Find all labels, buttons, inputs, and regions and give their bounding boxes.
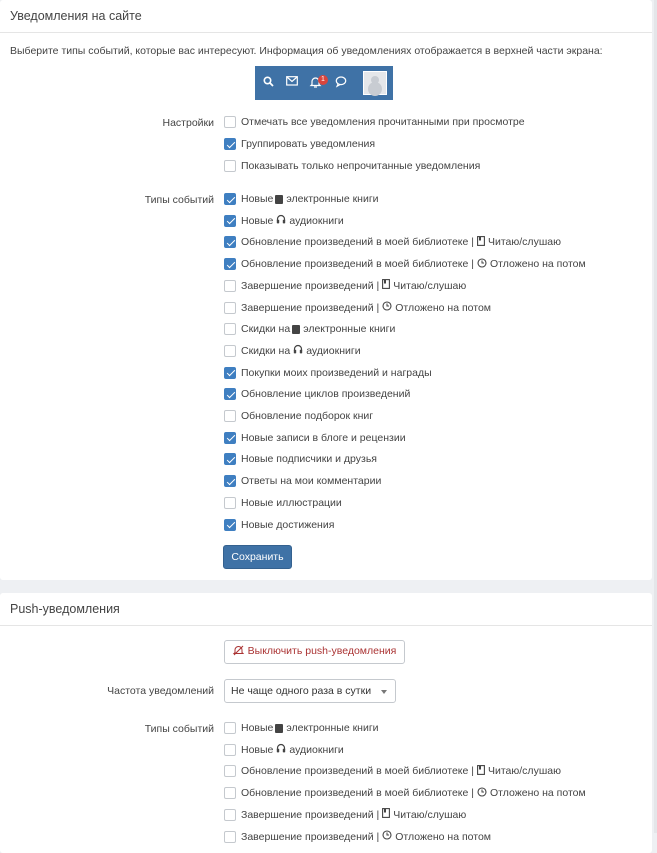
event-type-checkbox-row[interactable] bbox=[224, 279, 466, 293]
push-event-types-label: Типы событий bbox=[144, 723, 214, 735]
bookmark-icon bbox=[382, 279, 390, 292]
event-type-checkbox[interactable] bbox=[224, 345, 236, 357]
event-type-label: Завершение произведений | bbox=[241, 279, 380, 292]
event-type-label-suffix: аудиокниги bbox=[306, 344, 361, 357]
event-type-label: Новые иллюстрации bbox=[241, 496, 342, 509]
event-type-checkbox[interactable] bbox=[224, 302, 236, 314]
setting-checkbox[interactable] bbox=[224, 116, 236, 128]
setting-checkbox-row[interactable] bbox=[224, 159, 480, 173]
frequency-select[interactable] bbox=[224, 679, 396, 703]
event-type-label-suffix: электронные книги bbox=[286, 193, 379, 205]
push-event-type-checkbox[interactable] bbox=[224, 831, 236, 843]
avatar bbox=[363, 71, 387, 95]
event-type-label: Ответы на мои комментарии bbox=[241, 475, 382, 488]
search-icon bbox=[263, 76, 274, 91]
push-notifications-panel bbox=[0, 593, 652, 853]
push-event-type-label-suffix: Читаю/слушаю bbox=[488, 765, 561, 778]
clock-icon bbox=[382, 301, 392, 314]
disable-push-label: Выключить push-уведомления bbox=[247, 645, 397, 657]
setting-checkbox-row[interactable] bbox=[224, 137, 375, 151]
event-type-label: Обновление произведений в моей библиотеке | bbox=[241, 258, 474, 271]
event-type-label-suffix: Читаю/слушаю bbox=[488, 236, 561, 249]
event-type-label: Обновление произведений в моей библиотеке | bbox=[241, 236, 474, 249]
event-type-checkbox[interactable] bbox=[224, 258, 236, 270]
event-type-checkbox-row[interactable] bbox=[224, 452, 377, 466]
event-type-checkbox[interactable] bbox=[224, 367, 236, 379]
push-event-type-checkbox[interactable] bbox=[224, 765, 236, 777]
event-type-label: Скидки на bbox=[241, 323, 291, 336]
event-type-checkbox[interactable] bbox=[224, 432, 236, 444]
setting-checkbox[interactable] bbox=[224, 138, 236, 150]
save-button[interactable]: Сохранить bbox=[223, 545, 292, 569]
event-type-label: Покупки моих произведений и награды bbox=[241, 366, 432, 379]
event-type-checkbox[interactable] bbox=[224, 193, 236, 205]
bookmark-icon bbox=[477, 236, 485, 249]
frequency-value: Не чаще одного раза в сутки bbox=[231, 685, 372, 697]
frequency-label: Частота уведомлений bbox=[107, 685, 214, 697]
event-type-label: Новые bbox=[241, 193, 274, 205]
clock-icon bbox=[477, 258, 487, 271]
push-event-type-checkbox-row[interactable] bbox=[224, 786, 586, 800]
push-event-type-label: Обновление произведений в моей библиотеке | bbox=[241, 765, 474, 778]
event-type-label: Завершение произведений | bbox=[241, 301, 380, 314]
push-event-type-label: Завершение произведений | bbox=[241, 830, 380, 843]
event-type-checkbox-row[interactable] bbox=[224, 214, 344, 228]
event-type-checkbox[interactable] bbox=[224, 323, 236, 335]
event-type-label: Обновление циклов произведений bbox=[241, 388, 411, 401]
bookmark-icon bbox=[382, 808, 390, 821]
event-type-checkbox[interactable] bbox=[224, 497, 236, 509]
push-event-type-label: Обновление произведений в моей библиотеке | bbox=[241, 787, 474, 800]
event-type-label-suffix: Отложено на потом bbox=[490, 258, 586, 271]
setting-label: Показывать только непрочитанные уведомления bbox=[241, 160, 481, 172]
event-type-label-suffix: Читаю/слушаю bbox=[393, 279, 467, 292]
push-event-type-checkbox[interactable] bbox=[224, 787, 236, 799]
settings-label: Настройки bbox=[162, 117, 214, 129]
book-icon bbox=[275, 724, 283, 733]
push-event-type-label-suffix: электронные книги bbox=[286, 722, 379, 734]
event-type-label: Скидки на bbox=[241, 344, 291, 357]
event-type-checkbox[interactable] bbox=[224, 475, 236, 487]
headphones-icon bbox=[293, 344, 303, 357]
event-type-checkbox[interactable] bbox=[224, 388, 236, 400]
push-event-type-label: Завершение произведений | bbox=[241, 808, 380, 821]
notification-badge: 1 bbox=[318, 75, 328, 85]
setting-label: Группировать уведомления bbox=[241, 138, 376, 150]
event-type-checkbox-row[interactable] bbox=[224, 322, 395, 336]
event-type-checkbox-row[interactable] bbox=[224, 192, 379, 206]
event-type-checkbox[interactable] bbox=[224, 519, 236, 531]
event-type-checkbox-row[interactable] bbox=[224, 235, 561, 249]
push-event-type-checkbox-row[interactable] bbox=[224, 764, 561, 778]
event-type-checkbox[interactable] bbox=[224, 215, 236, 227]
chevron-down-icon bbox=[381, 690, 387, 694]
push-event-type-label-suffix: аудиокниги bbox=[289, 743, 344, 756]
push-event-type-label: Новые bbox=[241, 743, 274, 756]
headphones-icon bbox=[276, 214, 286, 227]
push-event-type-checkbox[interactable] bbox=[224, 744, 236, 756]
push-event-type-label-suffix: Отложено на потом bbox=[490, 787, 586, 800]
clock-icon bbox=[382, 830, 392, 843]
headphones-icon bbox=[276, 743, 286, 756]
event-type-label-suffix: электронные книги bbox=[303, 323, 396, 336]
book-icon bbox=[292, 325, 300, 334]
event-type-checkbox[interactable] bbox=[224, 453, 236, 465]
event-type-checkbox-row[interactable] bbox=[224, 257, 586, 271]
event-type-label: Новые bbox=[241, 214, 274, 227]
push-event-type-checkbox[interactable] bbox=[224, 722, 236, 734]
push-event-type-label-suffix: Читаю/слушаю bbox=[393, 808, 467, 821]
push-event-type-label-suffix: Отложено на потом bbox=[395, 830, 491, 843]
event-types-label: Типы событий bbox=[144, 194, 214, 206]
event-type-label: Новые подписчики и друзья bbox=[241, 453, 377, 466]
event-type-checkbox-row[interactable] bbox=[224, 431, 406, 445]
push-event-type-checkbox-row[interactable] bbox=[224, 830, 491, 844]
push-notifications-title: Push-уведомления bbox=[0, 593, 652, 626]
setting-label: Отмечать все уведомления прочитанными при просмотре bbox=[241, 116, 525, 128]
book-icon bbox=[275, 195, 283, 204]
push-event-type-checkbox-row[interactable] bbox=[224, 743, 344, 757]
push-event-type-checkbox-row[interactable] bbox=[224, 721, 379, 735]
event-type-checkbox-row[interactable] bbox=[224, 387, 410, 401]
event-type-checkbox[interactable] bbox=[224, 236, 236, 248]
event-type-checkbox-row[interactable] bbox=[224, 496, 342, 510]
event-type-label: Новые записи в блоге и рецензии bbox=[241, 431, 406, 444]
bell-off-icon bbox=[233, 645, 244, 659]
site-notifications-title: Уведомления на сайте bbox=[0, 0, 652, 33]
event-type-label: Обновление подборок книг bbox=[241, 410, 374, 422]
event-type-checkbox-row[interactable] bbox=[224, 301, 491, 315]
event-type-checkbox[interactable] bbox=[224, 280, 236, 292]
event-type-checkbox-row[interactable] bbox=[224, 518, 334, 532]
event-type-checkbox[interactable] bbox=[224, 410, 236, 422]
clock-icon bbox=[477, 787, 487, 800]
event-type-label: Новые достижения bbox=[241, 518, 335, 531]
event-type-label-suffix: аудиокниги bbox=[289, 214, 344, 227]
intro-text: Выберите типы событий, которые вас интересуют. Информация об уведомлениях отображается в верхней части экрана: bbox=[10, 45, 603, 57]
event-type-checkbox-row[interactable] bbox=[224, 474, 381, 488]
event-type-checkbox-row[interactable] bbox=[224, 366, 432, 380]
setting-checkbox-row[interactable] bbox=[224, 115, 525, 129]
disable-push-button[interactable] bbox=[224, 640, 405, 664]
setting-checkbox[interactable] bbox=[224, 160, 236, 172]
event-type-checkbox-row[interactable] bbox=[224, 344, 361, 358]
push-event-type-checkbox-row[interactable] bbox=[224, 808, 466, 822]
event-type-label-suffix: Отложено на потом bbox=[395, 301, 491, 314]
push-event-type-checkbox[interactable] bbox=[224, 809, 236, 821]
mail-icon bbox=[286, 76, 298, 90]
bookmark-icon bbox=[477, 765, 485, 778]
event-type-checkbox-row[interactable] bbox=[224, 409, 373, 423]
chat-icon bbox=[335, 76, 347, 91]
push-event-type-label: Новые bbox=[241, 722, 274, 734]
